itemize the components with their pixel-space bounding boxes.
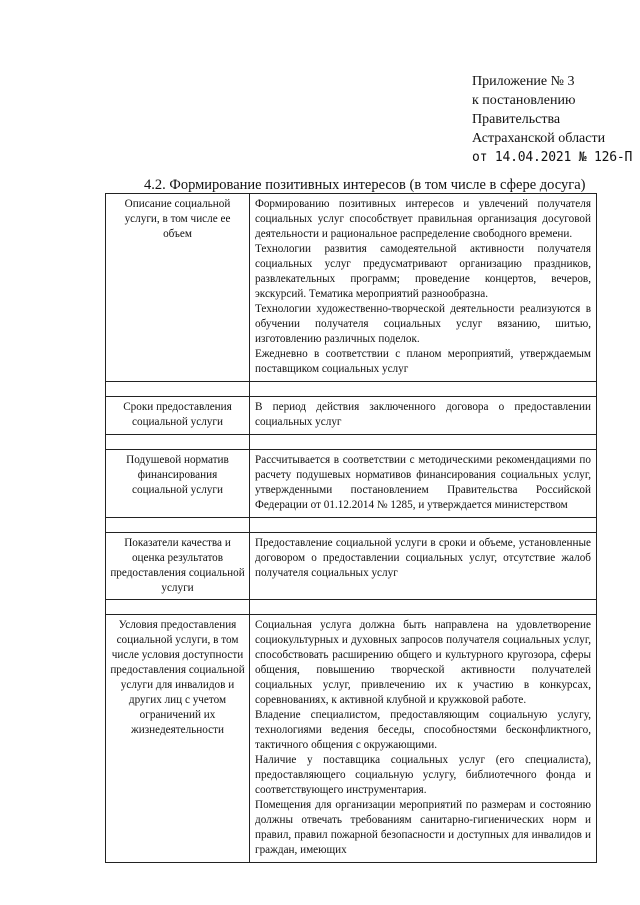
table-row: [106, 194, 597, 382]
paragraph: Владение специалистом, предоставляющим социальную услугу, технологиями ведения беседы, способностями бесконфликтного, тактичного общения с окружающими.: [255, 709, 591, 751]
row-gap: [106, 435, 597, 450]
row-label: Условия предоставления социальной услуги, в том числе условия доступности предоставления социальной услуги для инвалидов и других лиц с учетом ограничений их жизнедеятельности: [106, 615, 250, 863]
row-content: [250, 397, 597, 435]
row-content: [250, 615, 597, 863]
annex-line: Правительства: [472, 112, 561, 127]
row-gap: [106, 518, 597, 533]
paragraph: Социальная услуга должна быть направлена на удовлетворение социокультурных и духовных запросов получателя социальных услуг, способствовать расширению общего и культурного кругозора, сферы общения, повышению творческой активности получателей социальных услуг, привлечению их к участию в конкурсах, соревнованиях, к активной клубной и кружковой работе.: [255, 619, 591, 706]
annex-line: Приложение № 3: [472, 74, 575, 89]
table-row: [106, 397, 597, 435]
paragraph: Технологии развития самодеятельной активности получателя социальных услуг предусматривают организацию праздников, развлекательных программ; проведение концертов, вечеров, экскурсий. Тематика мероприятий разнообразна.: [255, 243, 591, 300]
row-label: Сроки предоставления социальной услуги: [106, 397, 250, 435]
table-row: [106, 533, 597, 600]
paragraph: Технологии художественно-творческой деятельности реализуются в обучении получателя социальных услуг вязанию, шитью, изготовлению различных поделок.: [255, 303, 591, 345]
row-gap: [106, 382, 597, 397]
annex-date: от 14.04.2021 № 126-П: [472, 150, 633, 165]
row-content: [250, 450, 597, 518]
section-title: 4.2. Формирование позитивных интересов (в том числе в сфере досуга): [144, 177, 586, 193]
row-content: [250, 533, 597, 600]
row-label: Подушевой норматив финансирования социальной услуги: [106, 450, 250, 518]
paragraph: Предоставление социальной услуги в сроки и объеме, установленные договором о предоставлении социальных услуг, отсутствие жалоб получателя социальных услуг: [255, 537, 591, 579]
annex-line: Астраханской области: [472, 131, 606, 146]
paragraph: Ежедневно в соответствии с планом мероприятий, утверждаемым поставщиком социальных услуг: [255, 348, 591, 375]
table-row: [106, 450, 597, 518]
annex-header: [472, 72, 632, 167]
annex-line: к постановлению: [472, 93, 576, 108]
row-gap: [106, 600, 597, 615]
paragraph: Помещения для организации мероприятий по размерам и состоянию должны отвечать требованиям санитарно-гигиенических норм и правил, правил пожарной безопасности и доступных для инвалидов и граждан, имеющих: [255, 799, 591, 856]
row-content: [250, 194, 597, 382]
paragraph: В период действия заключенного договора о предоставлении социальных услуг: [255, 401, 591, 428]
row-label: Показатели качества и оценка результатов предоставления социальной услуги: [106, 533, 250, 600]
service-table: [105, 193, 597, 863]
table-row: [106, 615, 597, 863]
paragraph: Формированию позитивных интересов и увлечений получателя социальных услуг способствует правильная организация досуговой деятельности и рациональное распределение свободного времени.: [255, 198, 591, 240]
paragraph: Наличие у поставщика социальных услуг (его специалиста), предоставляющего социальную услугу, библиотечного фонда и соответствующего инструментария.: [255, 754, 591, 796]
row-label: Описание социальной услуги, в том числе ее объем: [106, 194, 250, 382]
paragraph: Рассчитывается в соответствии с методическими рекомендациями по расчету подушевых нормативов финансирования социальных услуг, утвержденными постановлением Правительства Российской Федерации от 01.12.2014 № 1285, и утверждается министерством: [255, 454, 591, 511]
